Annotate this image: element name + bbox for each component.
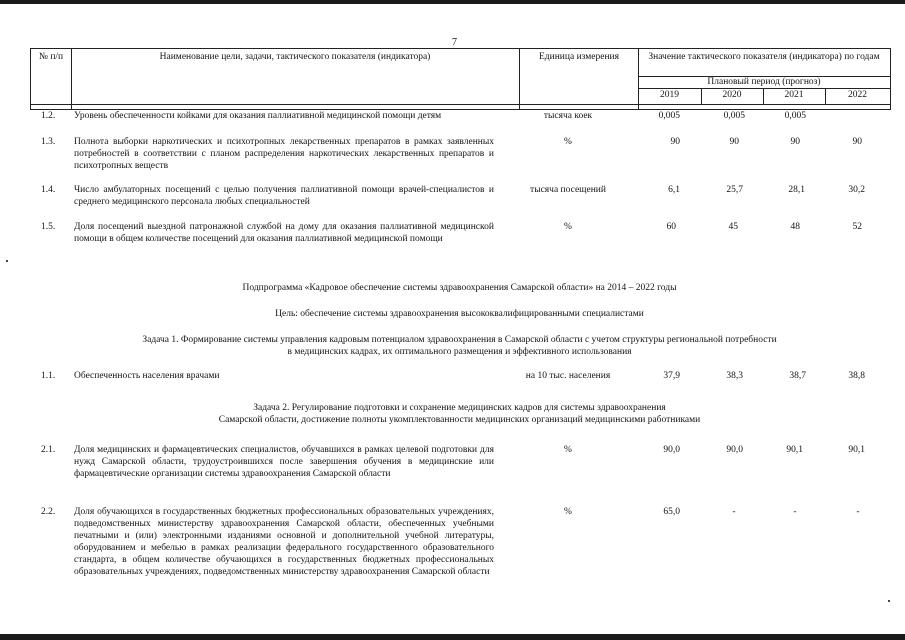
row-value-2019: 37,9 — [663, 371, 680, 381]
row-value-2022: - — [856, 507, 860, 517]
row-unit: % — [564, 507, 572, 517]
header-name: Наименование цели, задачи, тактического показателя (индикатора) — [159, 52, 431, 62]
row-value-2022: 52 — [852, 222, 862, 232]
row-value-2020: - — [732, 507, 736, 517]
header-year: 2020 — [722, 90, 742, 100]
header-unit: Единица измерения — [539, 52, 619, 62]
scan-top-edge — [0, 0, 905, 4]
row-value-2020: 0,005 — [723, 111, 745, 121]
row-value-2020: 38,3 — [726, 371, 743, 381]
row-value-2022: 38,8 — [848, 371, 865, 381]
table-header — [30, 48, 891, 110]
row-unit: % — [564, 222, 572, 232]
row-name: Доля посещений выездной патронажной службой на дому для оказания паллиативной медицинской помощи в общем количестве посещений для оказания паллиативной медицинской помощи — [74, 222, 494, 244]
row-value-2019: 65,0 — [663, 507, 680, 517]
row-name: Доля медицинских и фармацевтических специалистов, обучавшихся в рамках целевой подготовки для нужд Самарской области, трудоустроившихся после завершения обучения в медицинские или фармацевтические организации системы здравоохранения Самарской области — [74, 445, 494, 479]
header-period: Плановый период (прогноз) — [707, 77, 821, 87]
row-value-2021: 0,005 — [784, 111, 806, 121]
header-year: 2021 — [784, 90, 804, 100]
page-number: 7 — [452, 37, 457, 48]
task-1-heading-cont: в медицинских кадрах, их оптимального размещения и эффективного использования — [287, 347, 632, 357]
row-unit: тысяча посещений — [530, 185, 606, 195]
scan-speck — [888, 600, 890, 602]
row-value-2020: 45 — [728, 222, 738, 232]
row-name: Число амбулаторных посещений с целью получения паллиативной помощи врачей-специалистов и среднего медицинского персонала любых специальностей — [74, 185, 494, 207]
goal-heading: Цель: обеспечение системы здравоохранения высококвалифицированными специалистами — [275, 309, 644, 319]
row-unit: % — [564, 445, 572, 455]
header-value-title: Значение тактического показателя (индикатора) по годам — [648, 52, 880, 62]
row-name: Обеспеченность населения врачами — [74, 371, 220, 381]
row-value-2020: 90 — [729, 137, 739, 147]
row-value-2021: - — [793, 507, 797, 517]
row-number: 2.2. — [41, 507, 56, 517]
row-number: 1.2. — [41, 111, 56, 121]
row-value-2019: 90 — [670, 137, 680, 147]
scan-speck — [6, 260, 8, 262]
header-year: 2022 — [848, 90, 867, 100]
header-year: 2019 — [660, 90, 679, 100]
row-value-2020: 90,0 — [726, 445, 743, 455]
header-num: № п/п — [38, 52, 64, 62]
row-value-2019: 6,1 — [668, 185, 680, 195]
row-name: Доля обучающихся в государственных бюджетных профессиональных образовательных учреждениях, подведомственных министерству здравоохранения Самарской области, обеспеченных учебными печатными и (или) электронными изданиями основной и дополнительной учебной литературы, оборудованием и мебелью в рамках реализации федерального государственного образовательного стандарта, в общем количестве обучающихся в государственных бюджетных профессиональных образовательных учреждениях, подведомственных министерству здравоохранения Самарской области — [74, 507, 494, 577]
row-number: 1.3. — [41, 137, 56, 147]
row-number: 2.1. — [41, 445, 56, 455]
row-unit: на 10 тыс. населения — [525, 371, 611, 381]
row-value-2019: 60 — [666, 222, 676, 232]
row-value-2021: 90,1 — [786, 445, 803, 455]
row-value-2022: 90 — [852, 137, 862, 147]
row-name: Уровень обеспеченности койками для оказания паллиативной медицинской помощи детям — [74, 111, 442, 121]
row-unit: тысяча коек — [543, 111, 593, 121]
task-1-heading: Задача 1. Формирование системы управления кадровым потенциалом здравоохранения в Самарской области с учетом структуры региональной потребности — [142, 335, 777, 345]
row-value-2022: 30,2 — [848, 185, 865, 195]
row-name: Полнота выборки наркотических и психотропных лекарственных препаратов в рамках заявленных потребностей в соответствии с планом распределения наркотических лекарственных препаратов и психотропных веществ — [74, 137, 494, 171]
task-2-heading-cont: Самарской области, достижение полноты укомплектованности медицинских организаций медицинскими работниками — [218, 415, 701, 425]
row-value-2020: 25,7 — [726, 185, 743, 195]
row-value-2021: 90 — [790, 137, 800, 147]
row-value-2019: 0,005 — [658, 111, 680, 121]
row-value-2019: 90,0 — [663, 445, 680, 455]
scan-bottom-edge — [0, 634, 905, 640]
row-number: 1.1. — [41, 371, 56, 381]
subprogram-title: Подпрограмма «Кадровое обеспечение системы здравоохранения Самарской области» на 2014 – 2022 годы — [242, 283, 677, 293]
row-value-2021: 28,1 — [788, 185, 805, 195]
row-unit: % — [564, 137, 572, 147]
task-2-heading: Задача 2. Регулирование подготовки и сохранение медицинских кадров для системы здравоохранения — [253, 403, 666, 413]
row-value-2021: 48 — [790, 222, 800, 232]
row-value-2021: 38,7 — [789, 371, 806, 381]
row-number: 1.5. — [41, 222, 56, 232]
row-value-2022: 90,1 — [848, 445, 865, 455]
row-number: 1.4. — [41, 185, 56, 195]
